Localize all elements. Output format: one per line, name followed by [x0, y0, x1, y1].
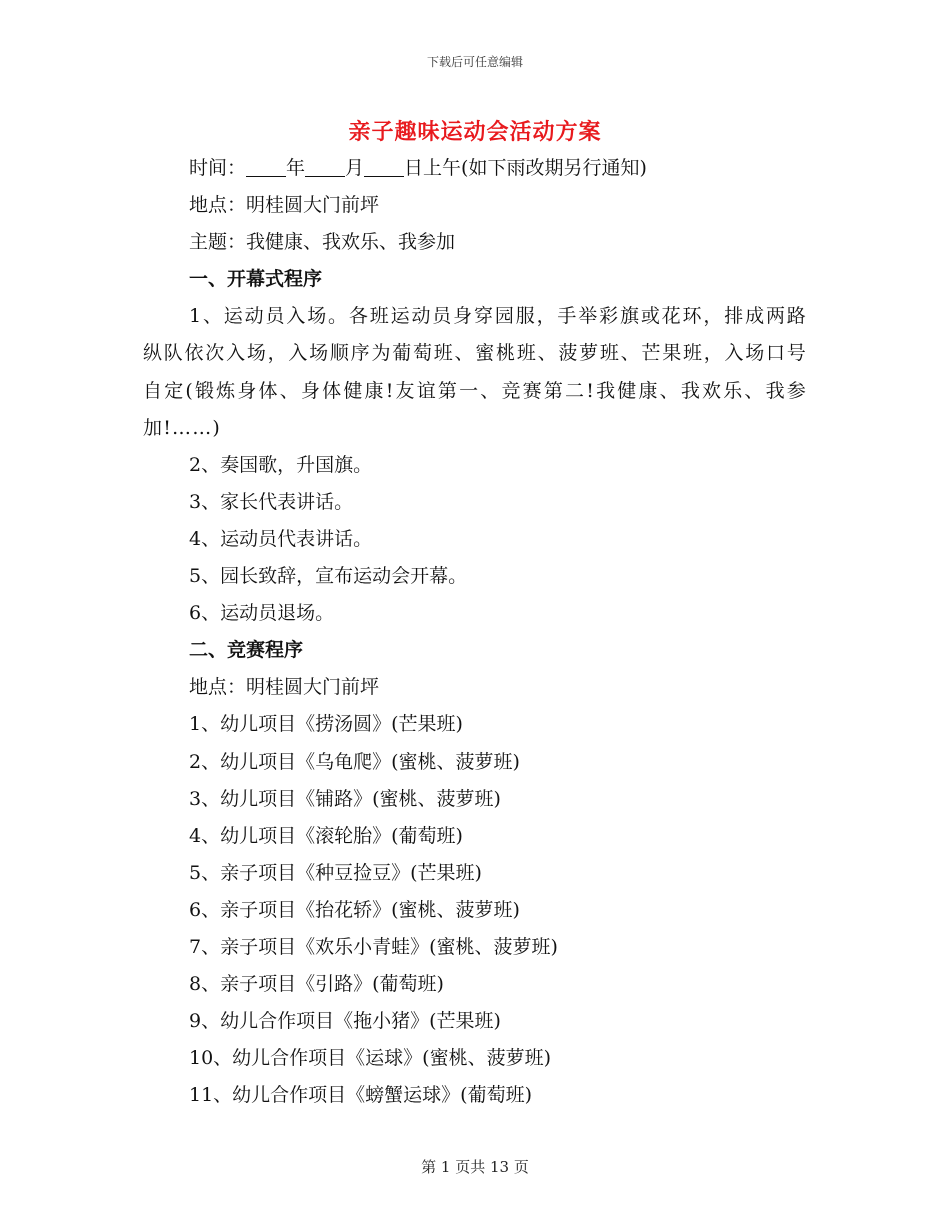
day-rest: 日上午(如下雨改期另行通知): [404, 157, 647, 179]
section2-item: 8、亲子项目《引路》(葡萄班): [189, 973, 444, 996]
year-label: 年: [286, 157, 306, 179]
month-label: 月: [345, 157, 365, 179]
section1-item: 4、运动员代表讲话。: [189, 527, 373, 550]
location-line: 地点：明桂圆大门前坪: [189, 194, 380, 217]
document-title: 亲子趣味运动会活动方案: [348, 119, 602, 145]
theme-line: 主题：我健康、我欢乐、我参加: [189, 231, 456, 254]
page-footer: 第 1 页共 13 页: [421, 1158, 529, 1176]
section1-item: 3、家长代表讲话。: [189, 490, 354, 513]
section1-item: 2、奏国歌，升国旗。: [189, 453, 373, 476]
day-blank: [364, 158, 404, 177]
section2-item: 10、幼儿合作项目《运球》(蜜桃、菠萝班): [189, 1047, 552, 1070]
document-body: [143, 150, 807, 1114]
section2-item: 11、幼儿合作项目《螃蟹运球》(葡萄班): [189, 1084, 533, 1107]
time-line: [143, 150, 807, 187]
section2-item: 6、亲子项目《抬花轿》(蜜桃、菠萝班): [189, 898, 520, 921]
section2-location: 地点：明桂圆大门前坪: [189, 676, 380, 699]
section2-item: 9、幼儿合作项目《拖小猪》(芒果班): [189, 1010, 501, 1033]
year-blank: [246, 158, 286, 177]
section2-item: 3、幼儿项目《铺路》(蜜桃、菠萝班): [189, 787, 501, 810]
section2-item: 5、亲子项目《种豆捡豆》(芒果班): [189, 861, 482, 884]
section2-item: 7、亲子项目《欢乐小青蛙》(蜜桃、菠萝班): [189, 935, 558, 958]
section2-item: 1、幼儿项目《捞汤圆》(芒果班): [189, 713, 463, 736]
section1-paragraph: 1、运动员入场。各班运动员身穿园服，手举彩旗或花环，排成两路纵队依次入场，入场顺序为葡萄班、蜜桃班、菠萝班、芒果班，入场口号自定(锻炼身体、身体健康!友谊第一、竞赛第二!我健康、我欢乐、我参加!……): [143, 305, 807, 439]
section1-heading: 一、开幕式程序: [189, 268, 323, 291]
page-header: 下载后可任意编辑: [426, 55, 523, 69]
time-label: 时间：: [189, 157, 247, 179]
section2-item: 4、幼儿项目《滚轮胎》(葡萄班): [189, 824, 463, 847]
section1-item: 5、园长致辞，宣布运动会开幕。: [189, 565, 468, 588]
section1-item: 6、运动员退场。: [189, 602, 335, 625]
section2-heading: 二、竞赛程序: [189, 639, 304, 662]
month-blank: [305, 158, 345, 177]
section2-item: 2、幼儿项目《乌龟爬》(蜜桃、菠萝班): [189, 750, 520, 773]
